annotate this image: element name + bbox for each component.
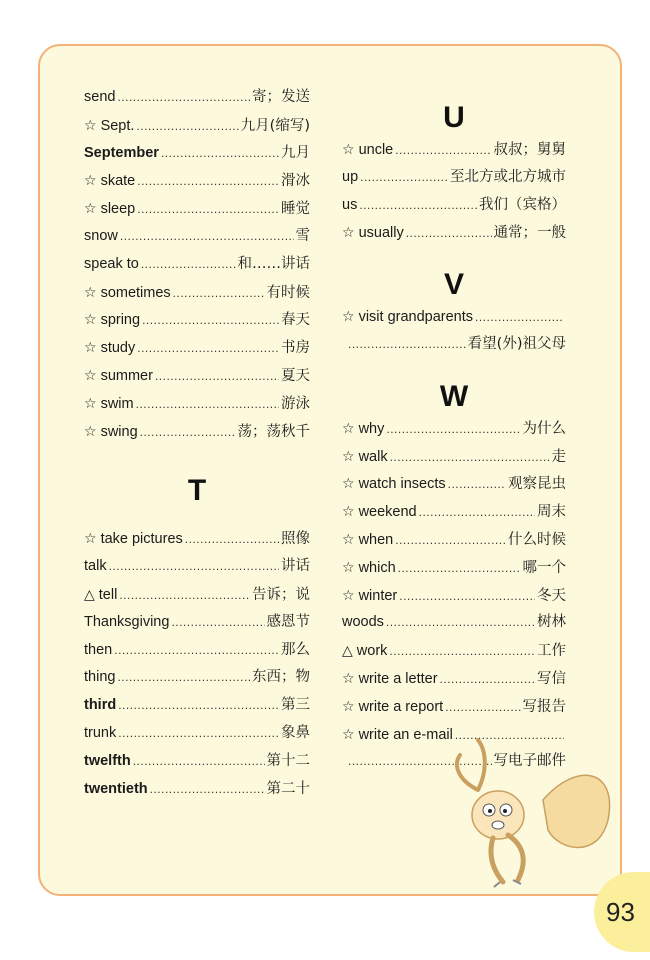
- entry-translation: 冬天: [537, 587, 566, 604]
- vocab-entry: [342, 443, 566, 471]
- vocab-entry: [342, 415, 566, 443]
- vocab-entry: [84, 692, 310, 720]
- dot-leader: [133, 748, 265, 776]
- entry-word: why: [358, 420, 385, 437]
- entry-word: us: [342, 196, 358, 213]
- vocab-entry: [342, 665, 566, 693]
- entry-translation: 通常；一般: [493, 225, 566, 242]
- entry-translation: 九月: [281, 144, 310, 161]
- dot-leader: [386, 609, 535, 637]
- entry-translation: 那么: [281, 641, 310, 658]
- vocab-entry: [342, 637, 566, 665]
- entry-word: study: [100, 340, 136, 357]
- left-entry-list: [84, 84, 310, 445]
- triangle-icon: △: [84, 585, 95, 602]
- dot-leader: [136, 113, 238, 141]
- dot-leader: [136, 391, 279, 419]
- entry-translation: 东西；物: [252, 669, 310, 686]
- entry-word: skate: [100, 173, 136, 190]
- entry-word: weekend: [358, 504, 417, 521]
- vocab-entry: [342, 164, 566, 192]
- dot-leader: [118, 720, 279, 748]
- entry-translation: 叔叔；舅舅: [493, 142, 566, 158]
- entry-word: September: [84, 144, 159, 161]
- triangle-icon: △: [342, 642, 353, 659]
- entry-translation: 感恩节: [266, 613, 310, 630]
- entry-translation: 写电子邮件: [493, 753, 566, 770]
- star-icon: ☆: [84, 366, 97, 383]
- star-icon: ☆: [84, 200, 97, 217]
- entry-translation: 第十二: [266, 752, 310, 769]
- vocab-entry: [84, 720, 310, 748]
- star-icon: ☆: [342, 669, 355, 686]
- dot-leader: [155, 363, 279, 391]
- entry-translation: 为什么: [522, 420, 566, 437]
- vocab-entry: [342, 303, 566, 331]
- star-icon: ☆: [84, 283, 97, 300]
- dot-leader: [406, 220, 492, 248]
- star-icon: ☆: [84, 394, 97, 411]
- entry-translation: 睡觉: [281, 201, 310, 218]
- vocab-entry: [84, 195, 310, 223]
- star-icon: ☆: [84, 339, 97, 356]
- entry-word: Sept.: [100, 117, 135, 134]
- entry-translation: 和……讲话: [237, 255, 310, 272]
- entry-word: third: [84, 697, 117, 714]
- vocab-entry: [342, 192, 566, 220]
- entry-translation: 九月(缩写): [240, 117, 310, 134]
- entry-translation: 写信: [537, 670, 566, 687]
- vocab-entry: [84, 334, 310, 362]
- entry-translation: 照像: [281, 531, 310, 548]
- dot-leader: [137, 335, 279, 363]
- star-icon: ☆: [342, 530, 355, 547]
- star-icon: ☆: [342, 308, 355, 325]
- vocab-entry: [84, 362, 310, 390]
- dot-leader: [119, 582, 250, 610]
- entry-word: up: [342, 168, 359, 185]
- entry-word: summer: [100, 367, 153, 384]
- dot-leader: [359, 192, 477, 220]
- vocab-entry: [84, 251, 310, 279]
- dot-leader: [399, 583, 535, 611]
- section-heading-v: V: [443, 268, 464, 302]
- dot-leader: [445, 694, 520, 722]
- entry-word: speak to: [84, 255, 139, 272]
- dot-leader: [398, 555, 521, 583]
- entry-word: trunk: [84, 724, 117, 741]
- dot-leader: [185, 526, 279, 554]
- vocab-entry: [342, 470, 566, 498]
- entry-word: woods: [342, 614, 384, 631]
- entry-translation: 工作: [537, 643, 566, 660]
- entry-word: twelfth: [84, 752, 131, 769]
- vocab-entry: [84, 167, 310, 195]
- entry-translation: 周末: [537, 504, 566, 521]
- star-icon: ☆: [342, 419, 355, 436]
- star-icon: ☆: [342, 503, 355, 520]
- entry-translation: 荡；荡秋千: [237, 423, 310, 440]
- t-entry-list: [84, 525, 310, 803]
- entry-translation: 什么时候: [508, 531, 566, 548]
- page-number: 93: [594, 872, 650, 952]
- dot-leader: [120, 223, 294, 251]
- entry-translation: 我们（宾格）: [479, 196, 566, 213]
- star-icon: ☆: [342, 697, 355, 714]
- u-entry-list: [342, 136, 566, 247]
- vocab-entry: [342, 136, 566, 164]
- star-icon: ☆: [84, 422, 97, 439]
- dot-leader: [137, 168, 279, 196]
- entry-translation: 写报告: [522, 698, 566, 715]
- dot-leader: [440, 666, 535, 694]
- dot-leader: [117, 664, 250, 692]
- star-icon: ☆: [84, 116, 97, 133]
- vocab-entry: [342, 554, 566, 582]
- vocab-entry: [84, 418, 310, 446]
- dot-leader: [118, 692, 279, 720]
- right-column: [342, 100, 566, 776]
- star-icon: ☆: [342, 447, 355, 464]
- dot-leader: [137, 196, 279, 224]
- dot-leader: [360, 164, 448, 192]
- entry-word: uncle: [358, 142, 394, 158]
- dot-leader: [141, 251, 236, 279]
- vocab-entry: [84, 637, 310, 665]
- dot-leader: [419, 499, 535, 527]
- star-icon: ☆: [84, 311, 97, 328]
- entry-translation: 讲话: [281, 558, 310, 575]
- vocab-entry: [342, 526, 566, 554]
- entry-word: thing: [84, 669, 116, 686]
- entry-translation: 象鼻: [281, 724, 310, 741]
- vocab-entry: [84, 581, 310, 609]
- star-icon: ☆: [342, 475, 355, 492]
- dot-leader: [390, 444, 550, 472]
- vocab-entry: [84, 112, 310, 140]
- entry-translation: 夏天: [281, 367, 310, 384]
- dot-leader: [114, 637, 279, 665]
- star-icon: ☆: [342, 141, 355, 157]
- dot-leader: [142, 307, 279, 335]
- entry-word: then: [84, 641, 113, 658]
- dot-leader: [117, 84, 250, 112]
- dot-leader: [150, 776, 265, 804]
- w-entry-list: [342, 415, 566, 721]
- vocab-entry: [84, 776, 310, 804]
- dot-leader: [448, 471, 506, 499]
- star-icon: ☆: [342, 224, 355, 241]
- vocab-entry: [84, 748, 310, 776]
- vocab-entry: [84, 525, 310, 553]
- entry-word: swim: [100, 395, 134, 412]
- entry-translation: 春天: [281, 312, 310, 329]
- entry-translation: 滑冰: [281, 173, 310, 190]
- vocab-entry: [342, 498, 566, 526]
- vocab-entry: [84, 553, 310, 581]
- vocab-entry-continuation: [342, 331, 566, 359]
- vocab-entry: [84, 279, 310, 307]
- entry-word: winter: [358, 587, 398, 604]
- entry-word: send: [84, 89, 116, 105]
- dot-leader: [173, 280, 265, 308]
- vocab-entry: [342, 582, 566, 610]
- entry-word: sleep: [100, 201, 136, 218]
- left-column: [84, 84, 310, 803]
- entry-word: write an e-mail: [358, 726, 453, 743]
- star-icon: ☆: [342, 586, 355, 603]
- entry-word: snow: [84, 227, 118, 244]
- dot-leader: [348, 331, 466, 359]
- star-icon: ☆: [84, 172, 97, 189]
- vocab-entry: [84, 223, 310, 251]
- vocab-entry: [84, 609, 310, 637]
- entry-word: watch insects: [358, 476, 446, 493]
- entry-translation: 树林: [537, 614, 566, 631]
- vocab-entry: [342, 609, 566, 637]
- vocab-entry: [84, 84, 310, 112]
- vocab-entry: [342, 693, 566, 721]
- entry-word: work: [356, 643, 388, 660]
- dot-leader: [395, 137, 491, 165]
- star-icon: ☆: [342, 558, 355, 575]
- entry-translation: 告诉；说: [252, 586, 310, 603]
- entry-translation: 寄；发送: [252, 89, 310, 105]
- entry-word: talk: [84, 558, 107, 575]
- entry-word: which: [358, 559, 396, 576]
- dot-leader: [161, 140, 279, 168]
- entry-word: spring: [100, 312, 141, 329]
- entry-word: visit grandparents: [358, 309, 474, 326]
- entry-word: swing: [100, 423, 138, 440]
- vocab-entry: [84, 390, 310, 418]
- entry-word: walk: [358, 448, 388, 465]
- entry-word: Thanksgiving: [84, 613, 170, 630]
- entry-translation: 第三: [281, 697, 310, 714]
- entry-word: write a letter: [358, 670, 438, 687]
- dot-leader: [395, 527, 506, 555]
- star-icon: ☆: [84, 530, 97, 547]
- dot-leader: [386, 416, 520, 444]
- entry-translation: 有时候: [266, 284, 310, 301]
- dot-leader: [389, 638, 535, 666]
- entry-translation: 书房: [281, 340, 310, 357]
- entry-translation: 至北方或北方城市: [450, 168, 566, 185]
- entry-translation: 观察昆虫: [508, 476, 566, 493]
- vocab-entry: [84, 140, 310, 168]
- entry-translation: 雪: [295, 227, 310, 244]
- dot-leader: [109, 553, 279, 581]
- vocab-entry: [84, 664, 310, 692]
- entry-word: sometimes: [100, 284, 171, 301]
- dot-leader: [475, 304, 564, 332]
- section-heading-u: U: [443, 101, 465, 134]
- entry-translation: 游泳: [281, 395, 310, 412]
- dot-leader: [140, 419, 236, 447]
- entry-word: tell: [98, 586, 118, 603]
- entry-word: usually: [358, 225, 404, 242]
- section-heading-t: T: [187, 474, 207, 508]
- entry-translation: 哪一个: [522, 559, 566, 576]
- entry-translation: 第二十: [266, 780, 310, 797]
- star-icon: ☆: [342, 725, 355, 742]
- entry-translation: 看望(外)祖父母: [467, 335, 566, 352]
- dot-leader: [171, 609, 264, 637]
- section-heading-w: W: [439, 379, 469, 413]
- vocab-entry: [84, 306, 310, 334]
- squirrel-illustration: [448, 730, 618, 890]
- entry-word: take pictures: [100, 531, 183, 548]
- entry-translation: 走: [551, 448, 566, 465]
- entry-word: twentieth: [84, 780, 148, 797]
- vocab-entry: [342, 219, 566, 247]
- entry-word: when: [358, 531, 394, 548]
- entry-word: write a report: [358, 698, 444, 715]
